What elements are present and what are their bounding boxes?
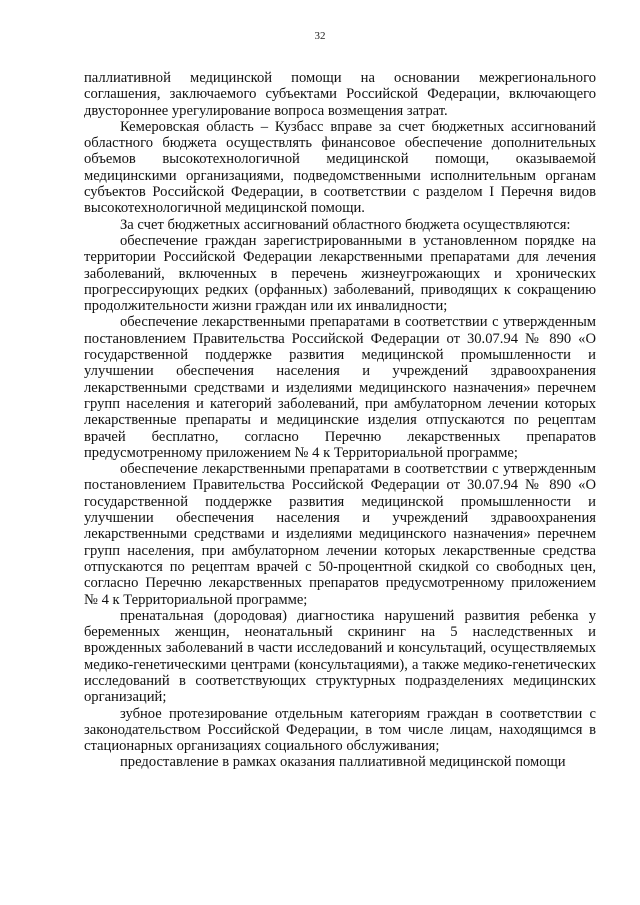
page-content [84, 70, 596, 771]
paragraph-discount-medicines: обеспечение лекарственными препаратами в соответствии с утвержденным постановлением Правительства Российской Федерации от 30.07.94 № 890 «О государственной поддержке развития медицинской промышленности и улучшении обеспечения населения и учреждений здравоохранения лекарственными средствами и изделиями медицинского назначения» перечнем групп населения, при амбулаторном лечении которых лекарственные средства отпускаются по рецептам врачей с 50-процентной скидкой со свободных цен, согласно Перечню лекарственных препаратов предусмотренному приложением № 4 к Территориальной программе; [84, 461, 596, 608]
paragraph-prenatal-diagnostics: пренатальная (дородовая) диагностика нарушений развития ребенка у беременных женщин, неонатальный скрининг на 5 наследственных и врожденных заболеваний в части исследований и консультаций, осуществляемых медико-генетическими центрами (консультациями), а также медико-генетических исследований в соответствующих структурных подразделениях медицинских организаций; [84, 607, 596, 706]
paragraph-regional-budget-intro: За счет бюджетных ассигнований областного бюджета осуществляются: [120, 216, 571, 233]
paragraph-orphan-diseases: обеспечение граждан зарегистрированными в установленном порядке на территории Российской Федерации лекарственными препаратами для лечения заболеваний, включенных в перечень жизнеугрожающих и хронических прогрессирующих редких (орфанных) заболеваний, приводящих к сокращению продолжительности жизни граждан или их инвалидности; [84, 232, 596, 315]
paragraph-dental-prosthetics: зубное протезирование отдельным категориям граждан в соответствии с законодательством Российской Федерации, в том числе лицам, находящимся в стационарных организациях социального обслуживания; [84, 705, 596, 755]
page-number: 32 [314, 30, 326, 42]
paragraph-continuation: паллиативной медицинской помощи на основании межрегионального соглашения, заключаемого субъектами Российской Федерации, включающего двустороннее урегулирование вопроса возмещения затрат. [84, 70, 596, 119]
paragraph-kuzbass-funding: Кемеровская область – Кузбасс вправе за счет бюджетных ассигнований областного бюджета осуществлять финансовое обеспечение дополнительных объемов высокотехнологичной медицинской помощи, оказываемой медицинскими организациями, подведомственными исполнительным органам субъектов Российской Федерации, в соответствии с разделом I Перечня видов высокотехнологичной медицинской помощи. [84, 118, 596, 217]
paragraph-free-medicines: обеспечение лекарственными препаратами в соответствии с утвержденным постановлением Правительства Российской Федерации от 30.07.94 № 890 «О государственной поддержке развития медицинской промышленности и улучшении обеспечения населения и учреждений здравоохранения лекарственными средствами и изделиями медицинского назначения» перечнем групп населения и категорий заболеваний, при амбулаторном лечении которых лекарственные препараты и медицинские изделия отпускаются по рецептам врачей бесплатно, согласно Перечню лекарственных препаратов предусмотренному приложением № 4 к Территориальной программе; [84, 314, 596, 461]
paragraph-palliative-care: предоставление в рамках оказания паллиативной медицинской помощи [120, 754, 566, 771]
